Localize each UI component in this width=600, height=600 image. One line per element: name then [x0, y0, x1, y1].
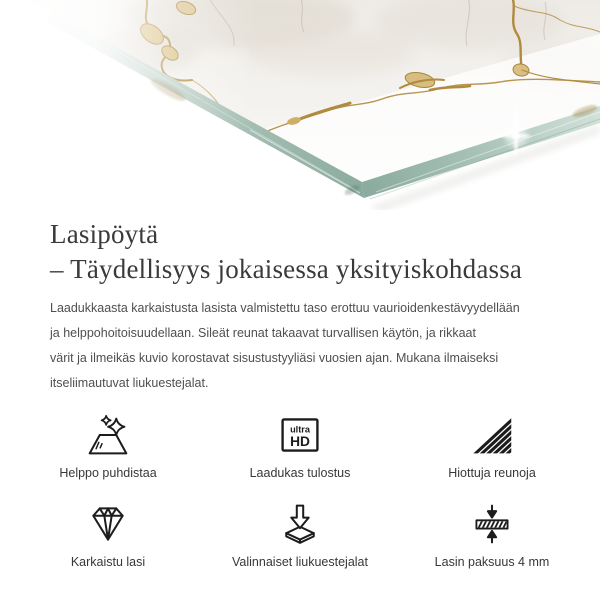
feature-label: Karkaistu lasi: [70, 555, 146, 569]
feature-polished-edges: [396, 411, 588, 480]
page-title-line2: – Täydellisyys jokaisessa yksityiskohdassa: [50, 254, 523, 284]
feature-easy-clean: [12, 411, 204, 480]
feature-label: Helppo puhdistaa: [59, 466, 157, 480]
feature-grid: [0, 411, 600, 569]
page-title-line1: Lasipöytä: [50, 219, 159, 249]
feature-label: Hiottuja reunoja: [448, 466, 536, 480]
product-description-section: [0, 217, 600, 396]
feature-print-quality: [204, 411, 396, 480]
feature-anti-slip-feet: [204, 500, 396, 569]
white-fade-overlay: [0, 0, 255, 210]
ultra-hd-icon: [278, 411, 322, 457]
feature-label: Lasin paksuus 4 mm: [434, 555, 550, 569]
feature-tempered-glass: [12, 500, 204, 569]
feature-glass-thickness: [396, 500, 588, 569]
feature-row-2: [12, 500, 588, 569]
glass-thickness-icon: [470, 500, 514, 546]
polished-edges-icon: [470, 411, 514, 457]
tempered-glass-diamond-icon: [86, 500, 130, 546]
ultra-hd-text-top: ultra: [290, 424, 310, 435]
feature-row-1: [12, 411, 588, 480]
ultra-hd-text-bottom: HD: [290, 434, 310, 449]
description-line: Laadukkaasta karkaistusta lasista valmistettu taso erottuu vaurioidenkestävyydellään: [50, 301, 520, 315]
description-line: ja helppohoitoisuudellaan. Sileät reunat takaavat turvallisen käytön, ja rikkaat: [50, 326, 476, 340]
feature-label: Valinnaiset liukuestejalat: [232, 555, 368, 569]
description-line: itseliimautuvat liukuestejalat.: [50, 376, 209, 390]
feature-label: Laadukas tulostus: [249, 466, 351, 480]
product-image: [0, 0, 600, 210]
page-title: [50, 217, 550, 287]
anti-slip-feet-icon: [278, 500, 322, 546]
description-line: värit ja ilmeikäs kuvio korostavat sisustustyyliäsi vuosien ajan. Mukana ilmaiseksi: [50, 351, 499, 365]
product-description: [50, 296, 550, 396]
sparkling-clean-icon: [86, 411, 130, 457]
glass-table-photo: [0, 0, 600, 210]
